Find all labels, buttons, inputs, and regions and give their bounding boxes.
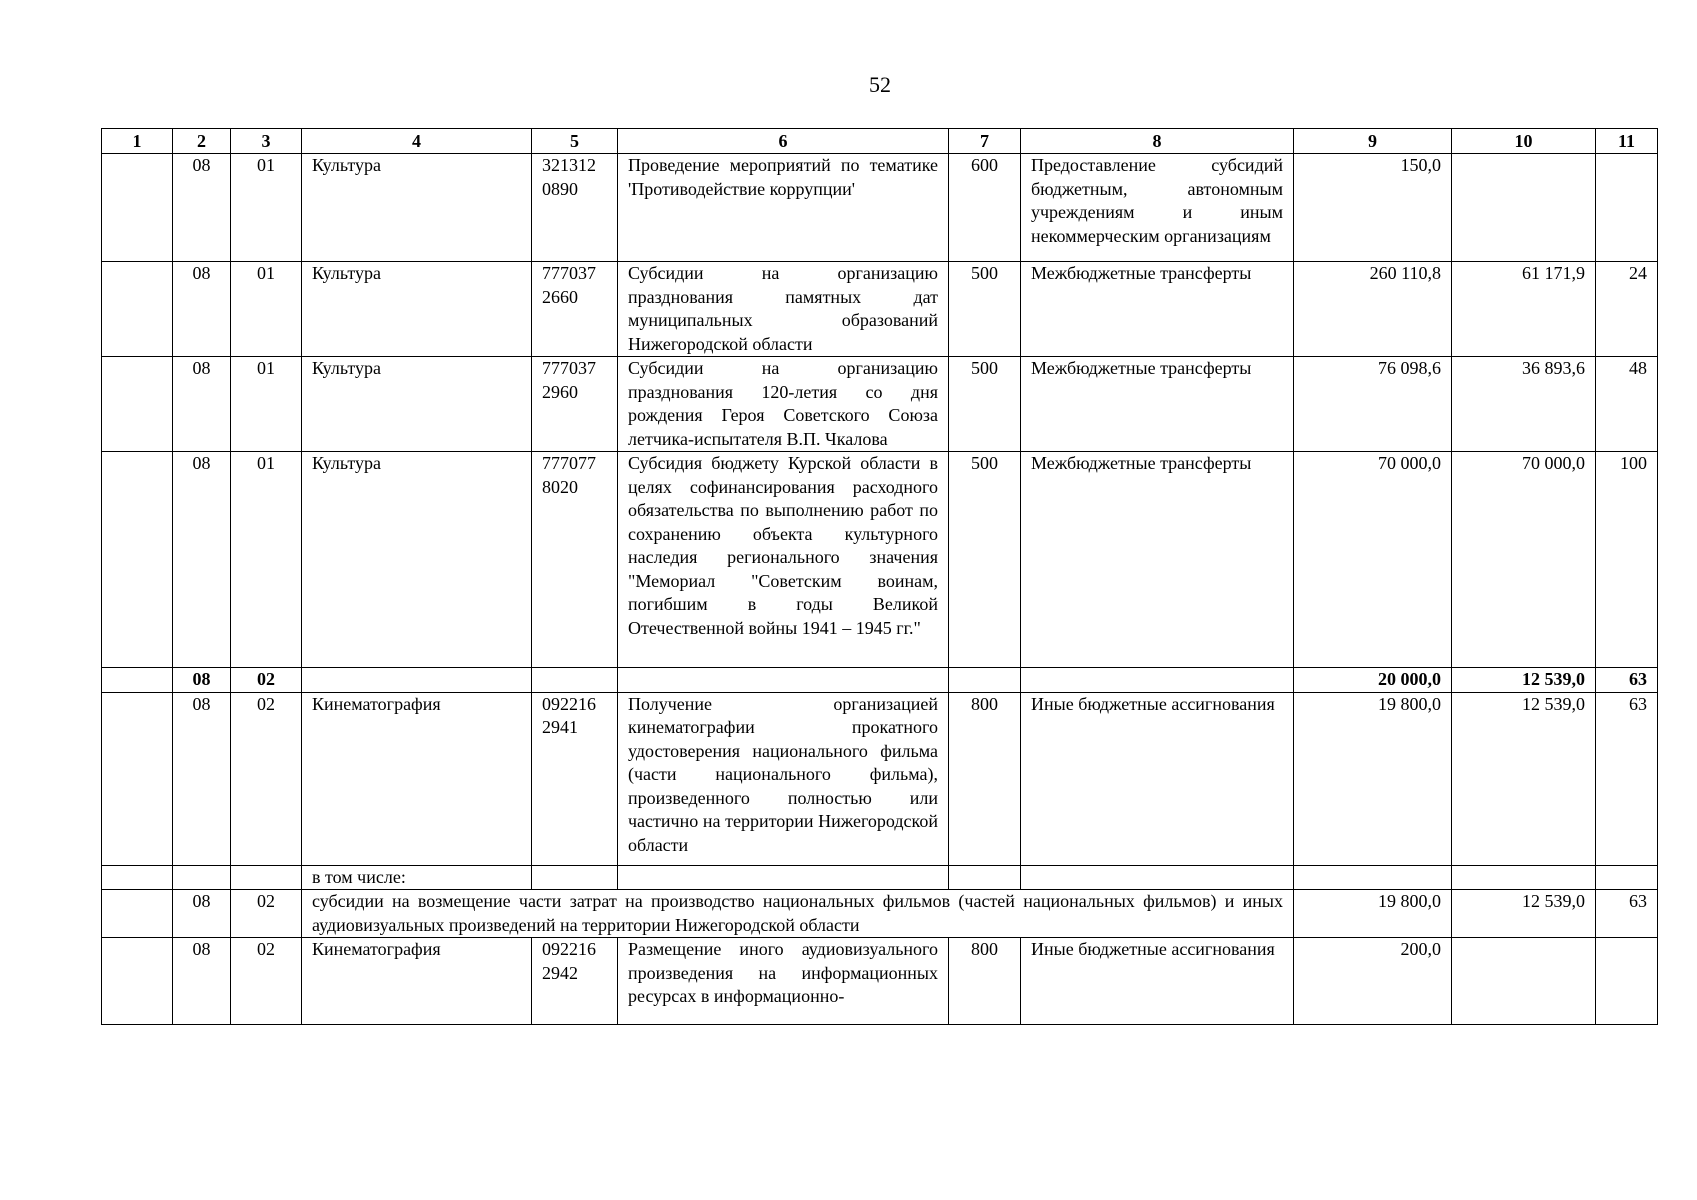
cell-description: Размещение иного аудиовизуального произведения на информационных ресурсах в информационно- [618, 938, 949, 1025]
cell-target-article [532, 668, 618, 693]
cell-subsection [231, 865, 302, 890]
cell-planned-amount: 76 098,6 [1294, 357, 1452, 452]
cell-name: Культура [302, 154, 532, 262]
header-col-3: 3 [231, 129, 302, 154]
cell-executed-amount: 70 000,0 [1452, 452, 1596, 668]
cell-col-1 [102, 890, 173, 938]
cell-section: 08 [173, 890, 231, 938]
cell-description: Проведение мероприятий по тематике 'Противодействие коррупции' [618, 154, 949, 262]
cell-expense-type: 800 [949, 938, 1021, 1025]
header-col-5: 5 [532, 129, 618, 154]
cell-section [173, 865, 231, 890]
cell-expense-name: Межбюджетные трансферты [1021, 452, 1294, 668]
cell-expense-type: 800 [949, 692, 1021, 865]
cell-subsection: 01 [231, 154, 302, 262]
cell-planned-amount: 260 110,8 [1294, 262, 1452, 357]
cell-section: 08 [173, 262, 231, 357]
table-row [102, 357, 1658, 452]
cell-percent: 63 [1596, 890, 1658, 938]
cell-name: Культура [302, 452, 532, 668]
cell-expense-type: 600 [949, 154, 1021, 262]
cell-target-article: 777037 2960 [532, 357, 618, 452]
cell-percent: 100 [1596, 452, 1658, 668]
cell-target-article [532, 865, 618, 890]
cell-section: 08 [173, 668, 231, 693]
cell-expense-type: 500 [949, 262, 1021, 357]
table-row [102, 452, 1658, 668]
table-row [102, 262, 1658, 357]
header-col-6: 6 [618, 129, 949, 154]
cell-executed-amount [1452, 865, 1596, 890]
cell-planned-amount: 20 000,0 [1294, 668, 1452, 693]
table-row [102, 154, 1658, 262]
cell-percent [1596, 865, 1658, 890]
cell-span-description: субсидии на возмещение части затрат на производство национальных фильмов (частей национальных фильмов) и иных аудиовизуальных произведений на территории Нижегородской области [302, 890, 1294, 938]
cell-description: Субсидии на организацию празднования памятных дат муниципальных образований Нижегородской области [618, 262, 949, 357]
header-col-2: 2 [173, 129, 231, 154]
cell-executed-amount: 61 171,9 [1452, 262, 1596, 357]
cell-executed-amount: 36 893,6 [1452, 357, 1596, 452]
cell-expense-name [1021, 865, 1294, 890]
cell-expense-type: 500 [949, 357, 1021, 452]
header-col-9: 9 [1294, 129, 1452, 154]
cell-target-article: 777077 8020 [532, 452, 618, 668]
header-col-4: 4 [302, 129, 532, 154]
header-col-7: 7 [949, 129, 1021, 154]
cell-executed-amount: 12 539,0 [1452, 692, 1596, 865]
cell-target-article: 092216 2941 [532, 692, 618, 865]
cell-subsection: 01 [231, 262, 302, 357]
table-row [102, 890, 1658, 938]
cell-section: 08 [173, 154, 231, 262]
cell-target-article: 321312 0890 [532, 154, 618, 262]
cell-planned-amount: 150,0 [1294, 154, 1452, 262]
cell-col-1 [102, 938, 173, 1025]
cell-col-1 [102, 668, 173, 693]
table-row [102, 938, 1658, 1025]
cell-expense-name: Межбюджетные трансферты [1021, 262, 1294, 357]
cell-percent [1596, 154, 1658, 262]
cell-expense-type [949, 865, 1021, 890]
table-row [102, 692, 1658, 865]
cell-description: Субсидии на организацию празднования 120-летия со дня рождения Героя Советского Союза летчика-испытателя В.П. Чкалова [618, 357, 949, 452]
cell-section: 08 [173, 938, 231, 1025]
cell-expense-name: Межбюджетные трансферты [1021, 357, 1294, 452]
cell-planned-amount: 19 800,0 [1294, 890, 1452, 938]
cell-executed-amount [1452, 938, 1596, 1025]
cell-executed-amount [1452, 154, 1596, 262]
cell-planned-amount [1294, 865, 1452, 890]
cell-target-article: 092216 2942 [532, 938, 618, 1025]
cell-description [618, 865, 949, 890]
cell-col-1 [102, 262, 173, 357]
header-col-1: 1 [102, 129, 173, 154]
cell-name: Культура [302, 262, 532, 357]
cell-section: 08 [173, 452, 231, 668]
cell-planned-amount: 19 800,0 [1294, 692, 1452, 865]
cell-name: Культура [302, 357, 532, 452]
page-number: 52 [869, 72, 891, 97]
cell-col-1 [102, 452, 173, 668]
cell-percent: 63 [1596, 668, 1658, 693]
cell-percent: 48 [1596, 357, 1658, 452]
cell-col-1 [102, 154, 173, 262]
table-body [102, 154, 1658, 1025]
cell-description: Субсидия бюджету Курской области в целях софинансирования расходного обязательства по выполнению работ по сохранению объекта культурного наследия регионального значения "Мемориал "Советским воинам, погибшим в годы Великой Отечественной войны 1941 – 1945 гг." [618, 452, 949, 668]
cell-section: 08 [173, 692, 231, 865]
cell-subsection: 02 [231, 890, 302, 938]
cell-subsection: 01 [231, 357, 302, 452]
cell-executed-amount: 12 539,0 [1452, 890, 1596, 938]
cell-expense-name: Предоставление субсидий бюджетным, автономным учреждениям и иным некоммерческим организациям [1021, 154, 1294, 262]
cell-name: Кинематография [302, 938, 532, 1025]
cell-name: Кинематография [302, 692, 532, 865]
cell-planned-amount: 70 000,0 [1294, 452, 1452, 668]
cell-description: Получение организацией кинематографии прокатного удостоверения национального фильма (части национального фильма), произведенного полностью или частично на территории Нижегородской области [618, 692, 949, 865]
cell-percent: 63 [1596, 692, 1658, 865]
cell-col-1 [102, 357, 173, 452]
cell-percent: 24 [1596, 262, 1658, 357]
cell-subsection: 02 [231, 668, 302, 693]
cell-section: 08 [173, 357, 231, 452]
header-col-11: 11 [1596, 129, 1658, 154]
cell-col-1 [102, 692, 173, 865]
header-row [102, 129, 1658, 154]
cell-subsection: 02 [231, 692, 302, 865]
cell-name: в том числе: [302, 865, 532, 890]
cell-subsection: 02 [231, 938, 302, 1025]
cell-planned-amount: 200,0 [1294, 938, 1452, 1025]
cell-description [618, 668, 949, 693]
cell-expense-name [1021, 668, 1294, 693]
header-col-10: 10 [1452, 129, 1596, 154]
cell-subsection: 01 [231, 452, 302, 668]
budget-table [101, 128, 1658, 1025]
cell-name [302, 668, 532, 693]
cell-percent [1596, 938, 1658, 1025]
cell-expense-name: Иные бюджетные ассигнования [1021, 692, 1294, 865]
table-row [102, 668, 1658, 693]
cell-expense-name: Иные бюджетные ассигнования [1021, 938, 1294, 1025]
table-row [102, 865, 1658, 890]
cell-expense-type [949, 668, 1021, 693]
cell-target-article: 777037 2660 [532, 262, 618, 357]
cell-col-1 [102, 865, 173, 890]
cell-executed-amount: 12 539,0 [1452, 668, 1596, 693]
header-col-8: 8 [1021, 129, 1294, 154]
cell-expense-type: 500 [949, 452, 1021, 668]
